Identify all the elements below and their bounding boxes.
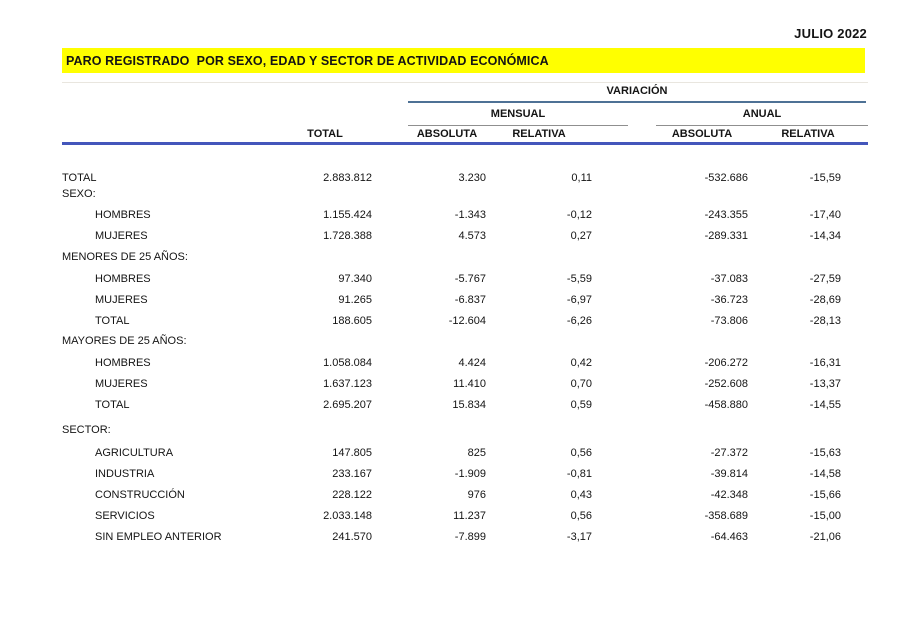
cell-anual-absoluta: -42.348 [710,489,748,501]
cell-total: 188.605 [332,315,372,327]
cell-mensual-relativa [486,416,628,443]
row-label: MUJERES [95,378,148,390]
spacer-cell [628,416,656,443]
spacer-cell [628,143,656,184]
cell-anual-absoluta: -532.686 [704,171,748,184]
row-label: HOMBRES [95,357,151,369]
cell-mensual-relativa: 0,42 [570,357,592,369]
mensual-group-header: MENSUAL [490,108,546,120]
cell-total: 241.570 [332,531,372,543]
spacer-cell [372,332,408,353]
spacer-cell [372,269,408,290]
col-header-mensual-absoluta: ABSOLUTA [408,126,486,143]
cell-anual-relativa: -17,40 [809,209,841,221]
cell-anual-relativa: -28,13 [809,315,841,327]
table-row [62,290,868,311]
cell-mensual-relativa [486,247,628,269]
cell-anual-absoluta: -37.083 [710,273,748,285]
cell-total [278,247,372,269]
cell-mensual-relativa: 0,11 [571,171,592,184]
spacer-cell [628,226,656,247]
row-label: TOTAL [62,171,97,184]
cell-total: 1.637.123 [323,378,372,390]
cell-anual-absoluta: -36.723 [710,294,748,306]
section-header-row [62,184,868,205]
cell-anual-relativa: -16,31 [809,357,841,369]
cell-anual-absoluta: -252.608 [704,378,748,390]
row-label: HOMBRES [95,209,151,221]
cell-anual-relativa [748,332,868,353]
report-date: JULIO 2022 [794,26,867,41]
row-label: SIN EMPLEO ANTERIOR [95,531,222,543]
spacer-cell [628,485,656,506]
cell-mensual-absoluta: 4.424 [458,357,486,369]
spacer-cell [372,374,408,395]
spacer-cell [372,506,408,527]
cell-anual-absoluta: -243.355 [704,209,748,221]
spacer-cell [372,353,408,374]
spacer-cell [372,143,408,184]
cell-mensual-absoluta: -12.604 [448,315,486,327]
cell-anual-relativa: -21,06 [809,531,841,543]
spacer-cell [372,184,408,205]
variacion-underline [408,101,866,103]
table-row [62,485,868,506]
spacer-cell [628,332,656,353]
cell-anual-absoluta [656,332,748,353]
spacer-cell [372,290,408,311]
col-header-anual-relativa: RELATIVA [748,126,868,143]
cell-mensual-relativa: -6,97 [566,294,592,306]
spacer-cell [372,205,408,226]
cell-anual-absoluta: -64.463 [710,531,748,543]
cell-anual-relativa: -15,59 [809,171,841,184]
cell-mensual-absoluta [408,184,486,205]
cell-mensual-relativa: 0,59 [570,399,592,411]
spacer-cell [628,247,656,269]
spacer-cell [628,269,656,290]
cell-total: 147.805 [332,447,372,459]
cell-anual-absoluta [656,416,748,443]
cell-mensual-relativa [486,184,628,205]
table-row [62,395,868,416]
cell-mensual-absoluta [408,247,486,269]
cell-anual-relativa: -27,59 [809,273,841,285]
cell-total: 1.155.424 [323,209,372,221]
cell-total: 233.167 [332,468,372,480]
report-title-bar [62,48,865,73]
cell-anual-relativa [748,416,868,443]
cell-anual-absoluta: -27.372 [710,447,748,459]
row-label: CONSTRUCCIÓN [95,489,185,501]
cell-total: 1.728.388 [323,230,372,242]
cell-anual-relativa: -28,69 [809,294,841,306]
column-header-row [62,126,868,143]
report-sheet [62,0,868,627]
cell-mensual-relativa: 0,27 [570,230,592,242]
col-header-mensual-relativa: RELATIVA [486,126,628,143]
spacer-cell [372,527,408,548]
row-label: AGRICULTURA [95,447,174,459]
cell-mensual-absoluta: 11.237 [453,510,486,522]
row-label: HOMBRES [95,273,151,285]
variacion-group-header: VARIACIÓN [606,85,668,97]
cell-mensual-absoluta: -5.767 [454,273,486,285]
table-row [62,205,868,226]
cell-anual-relativa: -15,66 [809,489,841,501]
divider-line [62,82,868,83]
cell-mensual-absoluta [408,416,486,443]
cell-anual-absoluta: -206.272 [704,357,748,369]
row-label: SEXO: [62,188,96,200]
spacer-cell [372,226,408,247]
cell-mensual-absoluta: -1.343 [454,209,486,221]
cell-total: 2.033.148 [323,510,372,522]
spacer-cell [372,464,408,485]
row-label: SERVICIOS [95,510,155,522]
cell-mensual-absoluta: -1.909 [454,468,486,480]
cell-mensual-relativa: -5,59 [566,273,592,285]
cell-anual-absoluta: -73.806 [710,315,748,327]
col-header-anual-absoluta: ABSOLUTA [656,126,748,143]
cell-mensual-absoluta: 3.230 [458,171,486,184]
cell-mensual-relativa: -0,12 [566,209,592,221]
cell-anual-absoluta: -358.689 [704,510,748,522]
spacer-cell [372,126,408,143]
table-row [62,353,868,374]
cell-total: 2.883.812 [323,171,372,184]
unemployment-table [62,126,868,548]
cell-mensual-absoluta: 4.573 [458,230,486,242]
cell-anual-relativa: -14,34 [809,230,841,242]
cell-mensual-absoluta: -7.899 [454,531,486,543]
table-row [62,311,868,332]
table-row [62,269,868,290]
cell-mensual-relativa [486,332,628,353]
table-row [62,443,868,464]
table-row [62,226,868,247]
spacer-cell [628,311,656,332]
col-header-total: TOTAL [278,126,372,143]
cell-total: 91.265 [338,294,372,306]
row-label: TOTAL [95,315,130,327]
cell-anual-absoluta: -289.331 [704,230,748,242]
row-label: INDUSTRIA [95,468,155,480]
spacer-cell [628,184,656,205]
cell-anual-absoluta [656,247,748,269]
spacer-cell [372,416,408,443]
cell-total [278,332,372,353]
cell-mensual-relativa: 0,70 [570,378,592,390]
cell-mensual-absoluta: 15.834 [452,399,486,411]
cell-mensual-relativa: -0,81 [566,468,592,480]
spacer-cell [628,443,656,464]
spacer-cell [372,485,408,506]
cell-anual-relativa: -15,63 [809,447,841,459]
spacer-cell [628,353,656,374]
spacer-cell [372,311,408,332]
spacer-cell [628,395,656,416]
table-row [62,506,868,527]
row-label: MUJERES [95,230,148,242]
label-column-header [62,126,278,143]
row-label: MENORES DE 25 AÑOS: [62,250,188,263]
spacer-cell [628,205,656,226]
table-row [62,143,868,184]
cell-mensual-relativa: 0,56 [570,447,592,459]
row-label: TOTAL [95,399,130,411]
section-header-row [62,416,868,443]
cell-total: 97.340 [338,273,372,285]
table-row [62,527,868,548]
spacer-cell [628,290,656,311]
table-row [62,464,868,485]
row-label: SECTOR: [62,423,111,436]
cell-mensual-relativa: 0,56 [570,510,592,522]
spacer-cell [628,464,656,485]
spacer-cell [628,527,656,548]
row-label: MUJERES [95,294,148,306]
anual-group-header: ANUAL [742,108,782,120]
cell-anual-relativa [748,247,868,269]
cell-total: 1.058.084 [323,357,372,369]
cell-total [278,416,372,443]
cell-mensual-relativa: -6,26 [566,315,592,327]
cell-total [278,184,372,205]
table-row [62,374,868,395]
section-header-row [62,247,868,269]
section-header-row [62,332,868,353]
spacer-cell [372,395,408,416]
cell-total: 228.122 [332,489,372,501]
spacer-cell [372,443,408,464]
cell-mensual-relativa: 0,43 [570,489,592,501]
spacer-cell [628,126,656,143]
cell-anual-relativa: -14,55 [809,399,841,411]
cell-anual-relativa: -13,37 [809,378,841,390]
report-title: PARO REGISTRADO POR SEXO, EDAD Y SECTOR DE ACTIVIDAD ECONÓMICA [66,53,549,68]
cell-mensual-absoluta: 825 [467,447,486,459]
spacer-cell [372,247,408,269]
cell-anual-relativa [748,184,868,205]
row-label: MAYORES DE 25 AÑOS: [62,334,187,347]
spacer-cell [628,374,656,395]
cell-anual-absoluta: -39.814 [710,468,748,480]
cell-anual-absoluta [656,184,748,205]
cell-mensual-absoluta [408,332,486,353]
cell-mensual-absoluta: -6.837 [454,294,486,306]
spacer-cell [628,506,656,527]
cell-mensual-absoluta: 976 [467,489,486,501]
cell-anual-relativa: -14,58 [809,468,841,480]
cell-total: 2.695.207 [323,399,372,411]
cell-anual-relativa: -15,00 [809,510,841,522]
cell-mensual-absoluta: 11.410 [453,378,486,390]
cell-anual-absoluta: -458.880 [704,399,748,411]
cell-mensual-relativa: -3,17 [566,531,592,543]
